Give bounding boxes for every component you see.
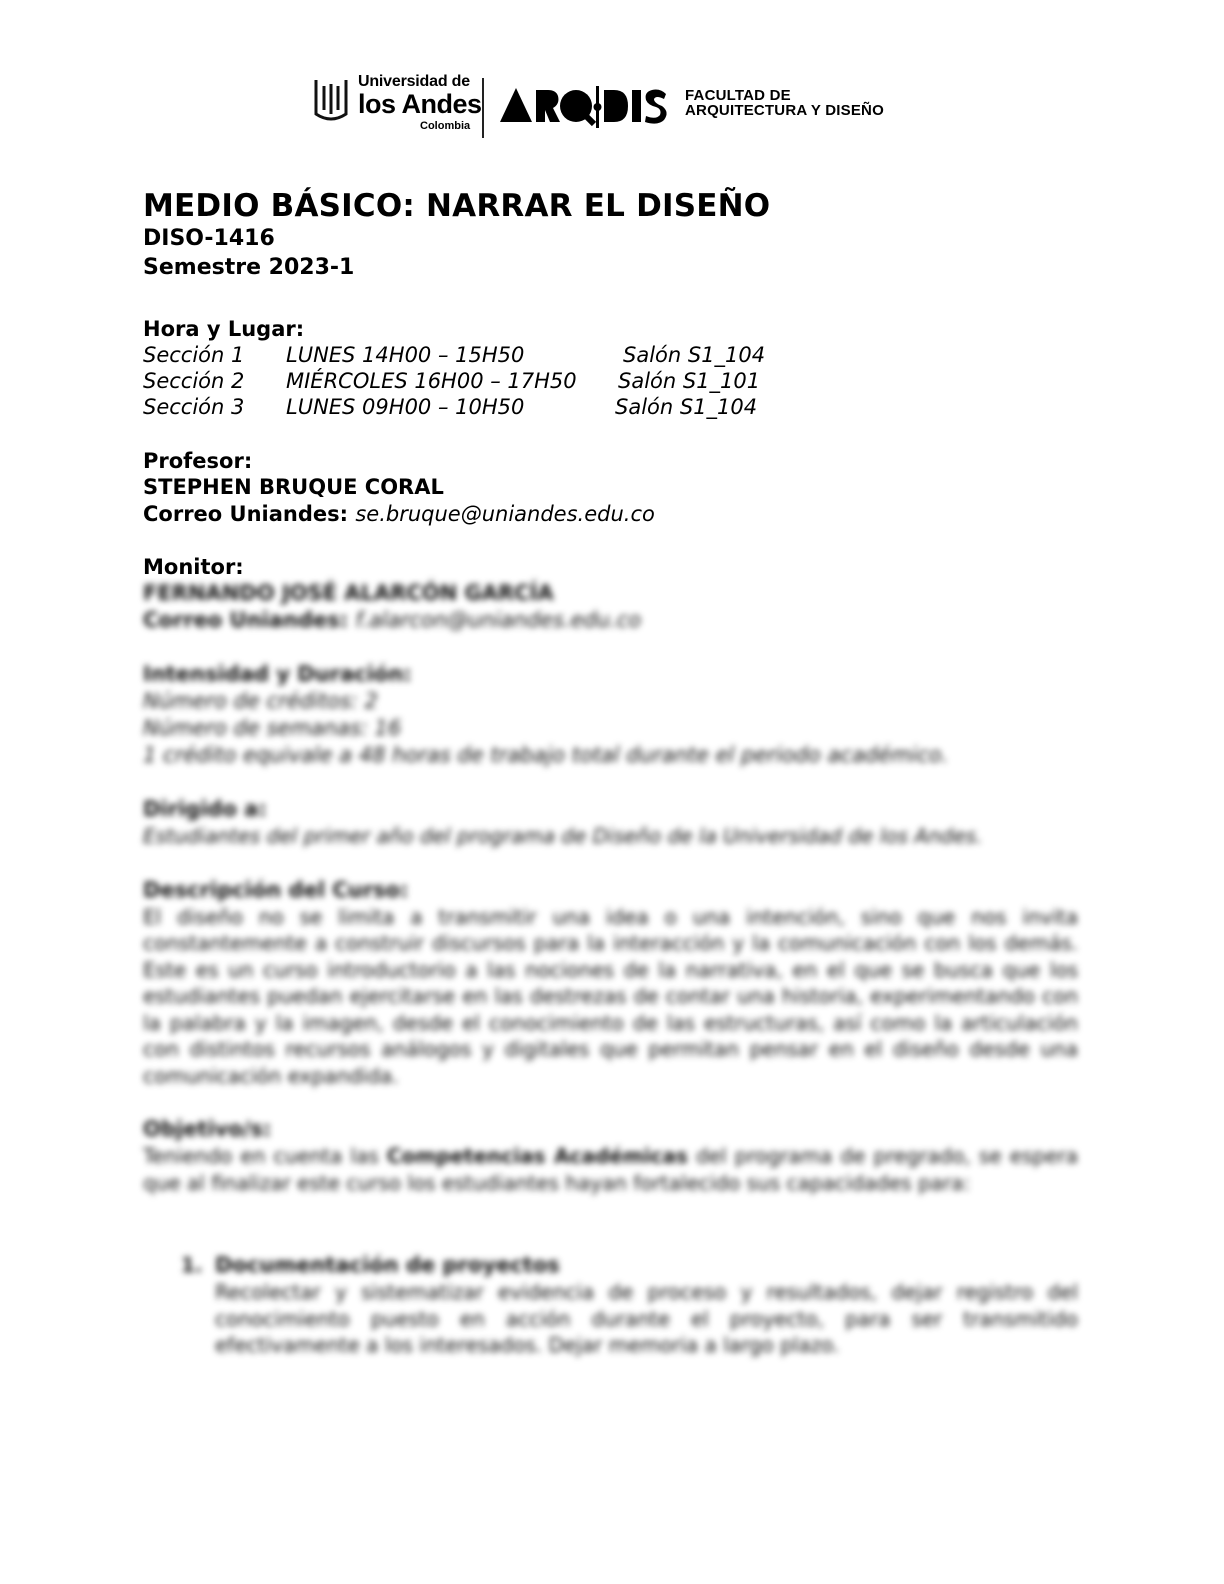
monitor-email[interactable]: f.alarcon@uniandes.edu.co	[355, 608, 642, 632]
objectives-intro	[143, 1143, 1078, 1196]
monitor-name: FERNANDO JOSÉ ALARCÓN GARCÍA	[143, 581, 554, 605]
course-semester: Semestre 2023-1	[143, 255, 355, 280]
arqdis-logo	[498, 82, 670, 132]
professor-email-label: Correo Uniandes:	[143, 502, 349, 526]
monitor-heading: Monitor:	[143, 555, 244, 579]
professor-name: STEPHEN BRUQUE CORAL	[143, 475, 444, 499]
audience-text: Estudiantes del primer año del programa de Diseño de la Universidad de los Andes.	[143, 824, 983, 848]
schedule-row	[143, 368, 1078, 394]
professor-heading: Profesor:	[143, 449, 253, 473]
audience-heading: Dirigido a:	[143, 797, 267, 821]
intensity-weeks: Número de semanas: 16	[143, 716, 402, 740]
intensity-heading: Intensidad y Duración:	[143, 662, 412, 686]
objectives-intro-after: del programa de pregrado, se espera que al finalizar este curso los estudiantes hayan fortalecido sus capacidades para:	[143, 1144, 1078, 1195]
university-name-line2: los Andes	[358, 89, 482, 119]
schedule-row	[143, 342, 1078, 368]
objectives-heading: Objetivo/s:	[143, 1117, 272, 1141]
list-item	[143, 1252, 1078, 1359]
syllabus-document	[143, 188, 1078, 1359]
faculty-name	[685, 88, 884, 118]
schedule-room: Salón S1_104	[623, 343, 766, 367]
university-country: Colombia	[420, 120, 471, 132]
university-crest-icon	[312, 76, 350, 122]
schedule-room: Salón S1_104	[615, 395, 758, 419]
course-title: MEDIO BÁSICO: NARRAR EL DISEÑO	[143, 188, 771, 224]
university-name-line1: Universidad de	[358, 73, 470, 90]
objectives-list	[143, 1252, 1078, 1359]
schedule-section: Sección 3	[143, 395, 245, 419]
schedule-row	[143, 394, 1078, 420]
university-logo-text	[358, 74, 482, 132]
objectives-intro-before: Teniendo en cuenta las	[143, 1144, 387, 1168]
schedule-time: MIÉRCOLES 16H00 – 17H50	[286, 369, 577, 393]
schedule-section: Sección 1	[143, 343, 245, 367]
intensity-credits: Número de créditos: 2	[143, 689, 378, 713]
intensity-note: 1 crédito equivale a 48 horas de trabajo total durante el periodo académico.	[143, 743, 949, 767]
professor-email[interactable]: se.bruque@uniandes.edu.co	[355, 502, 655, 526]
schedule-room: Salón S1_101	[618, 369, 761, 393]
monitor-email-label: Correo Uniandes:	[143, 608, 349, 632]
professor-email-line	[143, 501, 1078, 528]
header-logos	[310, 74, 910, 140]
objective-number: 1.	[181, 1253, 203, 1277]
logo-divider	[482, 78, 484, 138]
description-text: El diseño no se limita a transmitir una idea o una intención, sino que nos invita constantemente a construir discursos para la interacción y la comunicación con los demás. Este es un curso introductorio a las nociones de la narrativa, en el que se busca que los estudiantes puedan ejercitarse en las destrezas de contar una historia, experimentando con la palabra y la imagen, desde el conocimiento de las estructuras, así como la articulación con distintos recursos análogos y digitales que permitan pensar en el diseño desde una comunicación expandida.	[143, 904, 1078, 1088]
schedule-section: Sección 2	[143, 369, 245, 393]
objective-title: Documentación de proyectos	[215, 1253, 560, 1277]
schedule-time: LUNES 09H00 – 10H50	[286, 395, 525, 419]
faculty-name-line1: FACULTAD DE	[685, 87, 791, 104]
schedule-time: LUNES 14H00 – 15H50	[286, 343, 525, 367]
course-code: DISO-1416	[143, 226, 275, 251]
schedule-heading: Hora y Lugar:	[143, 317, 305, 341]
faculty-name-line2: ARQUITECTURA Y DISEÑO	[685, 102, 884, 119]
schedule-list	[143, 342, 1078, 420]
monitor-email-line	[143, 607, 1078, 634]
objectives-intro-bold: Competencias Académicas	[386, 1144, 688, 1168]
objective-text: Recolectar y sistematizar evidencia de proceso y resultados, dejar registro del conocimiento puesto en acción durante el proyecto, para ser transmitido efectivamente a los interesados. Dejar memoria a largo plazo.	[215, 1280, 1078, 1357]
description-heading: Descripción del Curso:	[143, 877, 409, 902]
blurred-content	[143, 580, 1078, 1359]
